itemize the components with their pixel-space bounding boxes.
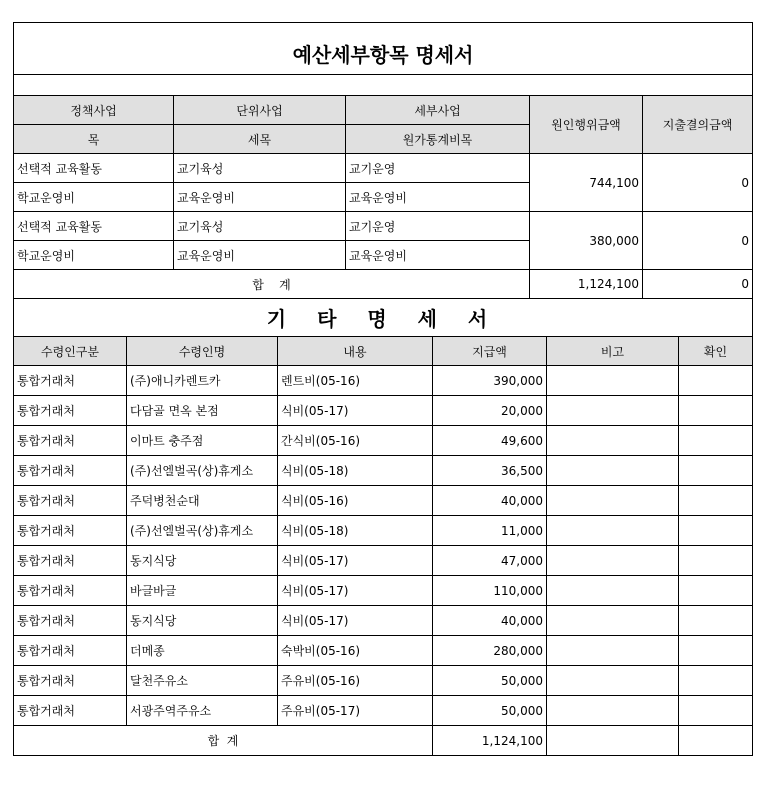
other-total-amount: 1,124,100	[433, 726, 547, 756]
confirm-cell	[679, 486, 753, 516]
other-total-note	[547, 726, 679, 756]
note-cell	[547, 546, 679, 576]
spacer-row	[14, 75, 753, 96]
budget-title: 예산세부항목 명세서	[14, 23, 753, 75]
amount-cell: 110,000	[433, 576, 547, 606]
policy-cell: 선택적 교육활동	[14, 154, 174, 183]
detail-cell: 교기운영	[346, 212, 530, 241]
recipient-cell: 동지식당	[127, 546, 278, 576]
expense-amount-cell: 0	[643, 154, 753, 212]
category-cell: 통합거래처	[14, 606, 127, 636]
other-total-row	[14, 726, 753, 756]
note-cell	[547, 426, 679, 456]
cost-stat-cell: 교육운영비	[346, 241, 530, 270]
category-cell: 통합거래처	[14, 366, 127, 396]
recipient-cell: 서광주역주유소	[127, 696, 278, 726]
header-mok: 목	[14, 125, 174, 154]
recipient-cell: (주)선엘벌곡(상)휴게소	[127, 516, 278, 546]
budget-total-row	[14, 270, 753, 299]
cost-stat-cell: 교육운영비	[346, 183, 530, 212]
content-cell: 식비(05-17)	[278, 396, 433, 426]
recipient-cell: 바글바글	[127, 576, 278, 606]
content-cell: 주유비(05-16)	[278, 666, 433, 696]
confirm-cell	[679, 606, 753, 636]
cause-amount-cell: 744,100	[530, 154, 643, 212]
note-cell	[547, 366, 679, 396]
note-cell	[547, 486, 679, 516]
header-cause-amount: 원인행위금액	[530, 96, 643, 154]
recipient-cell: (주)선엘벌곡(상)휴게소	[127, 456, 278, 486]
content-cell: 주유비(05-17)	[278, 696, 433, 726]
content-cell: 숙박비(05-16)	[278, 636, 433, 666]
semok-cell: 교육운영비	[174, 241, 346, 270]
note-cell	[547, 636, 679, 666]
mok-cell: 학교운영비	[14, 241, 174, 270]
recipient-cell: 동지식당	[127, 606, 278, 636]
category-cell: 통합거래처	[14, 516, 127, 546]
table-row	[14, 576, 753, 606]
content-cell: 간식비(05-16)	[278, 426, 433, 456]
amount-cell: 40,000	[433, 606, 547, 636]
amount-cell: 390,000	[433, 366, 547, 396]
amount-cell: 20,000	[433, 396, 547, 426]
recipient-cell: 주덕병천순대	[127, 486, 278, 516]
content-cell: 식비(05-18)	[278, 516, 433, 546]
note-cell	[547, 396, 679, 426]
detail-cell: 교기운영	[346, 154, 530, 183]
header-policy: 정책사업	[14, 96, 174, 125]
budget-group-row	[14, 154, 753, 183]
table-row	[14, 606, 753, 636]
amount-cell: 40,000	[433, 486, 547, 516]
content-cell: 식비(05-17)	[278, 606, 433, 636]
note-cell	[547, 516, 679, 546]
content-cell: 식비(05-17)	[278, 576, 433, 606]
content-cell: 렌트비(05-16)	[278, 366, 433, 396]
policy-cell: 선택적 교육활동	[14, 212, 174, 241]
mok-cell: 학교운영비	[14, 183, 174, 212]
table-row	[14, 396, 753, 426]
table-row	[14, 366, 753, 396]
category-cell: 통합거래처	[14, 696, 127, 726]
statement-sheet	[13, 22, 752, 756]
budget-total-expense: 0	[643, 270, 753, 299]
other-rows	[14, 366, 753, 726]
table-row	[14, 636, 753, 666]
category-cell: 통합거래처	[14, 576, 127, 606]
expense-amount-cell: 0	[643, 212, 753, 270]
confirm-cell	[679, 516, 753, 546]
confirm-cell	[679, 456, 753, 486]
other-statement-table	[13, 298, 753, 756]
table-row	[14, 426, 753, 456]
budget-group-row	[14, 212, 753, 241]
amount-cell: 280,000	[433, 636, 547, 666]
note-cell	[547, 666, 679, 696]
note-cell	[547, 696, 679, 726]
confirm-cell	[679, 636, 753, 666]
content-cell: 식비(05-18)	[278, 456, 433, 486]
recipient-cell: (주)애니카렌트카	[127, 366, 278, 396]
header-note: 비고	[547, 337, 679, 366]
content-cell: 식비(05-16)	[278, 486, 433, 516]
confirm-cell	[679, 426, 753, 456]
category-cell: 통합거래처	[14, 396, 127, 426]
other-title: 기 타 명 세 서	[14, 299, 753, 337]
confirm-cell	[679, 366, 753, 396]
amount-cell: 11,000	[433, 516, 547, 546]
category-cell: 통합거래처	[14, 426, 127, 456]
table-row	[14, 516, 753, 546]
confirm-cell	[679, 576, 753, 606]
table-row	[14, 546, 753, 576]
recipient-cell: 더메종	[127, 636, 278, 666]
recipient-cell: 달천주유소	[127, 666, 278, 696]
table-row	[14, 486, 753, 516]
other-total-label: 합 계	[14, 726, 433, 756]
header-detail: 세부사업	[346, 96, 530, 125]
recipient-cell: 다담골 면옥 본점	[127, 396, 278, 426]
note-cell	[547, 606, 679, 636]
category-cell: 통합거래처	[14, 486, 127, 516]
table-row	[14, 456, 753, 486]
header-amount: 지급액	[433, 337, 547, 366]
header-category: 수령인구분	[14, 337, 127, 366]
amount-cell: 36,500	[433, 456, 547, 486]
amount-cell: 49,600	[433, 426, 547, 456]
confirm-cell	[679, 696, 753, 726]
confirm-cell	[679, 666, 753, 696]
header-expense-amount: 지출결의금액	[643, 96, 753, 154]
amount-cell: 50,000	[433, 696, 547, 726]
header-semok: 세목	[174, 125, 346, 154]
header-confirm: 확인	[679, 337, 753, 366]
header-recipient: 수령인명	[127, 337, 278, 366]
category-cell: 통합거래처	[14, 456, 127, 486]
category-cell: 통합거래처	[14, 546, 127, 576]
amount-cell: 50,000	[433, 666, 547, 696]
header-cost-stat: 원가통계비목	[346, 125, 530, 154]
cause-amount-cell: 380,000	[530, 212, 643, 270]
header-unit: 단위사업	[174, 96, 346, 125]
other-total-confirm	[679, 726, 753, 756]
budget-total-label: 합 계	[14, 270, 530, 299]
unit-cell: 교기육성	[174, 212, 346, 241]
budget-detail-table	[13, 22, 753, 299]
recipient-cell: 이마트 충주점	[127, 426, 278, 456]
table-row	[14, 696, 753, 726]
category-cell: 통합거래처	[14, 636, 127, 666]
unit-cell: 교기육성	[174, 154, 346, 183]
confirm-cell	[679, 396, 753, 426]
table-row	[14, 666, 753, 696]
amount-cell: 47,000	[433, 546, 547, 576]
note-cell	[547, 576, 679, 606]
budget-total-cause: 1,124,100	[530, 270, 643, 299]
category-cell: 통합거래처	[14, 666, 127, 696]
confirm-cell	[679, 546, 753, 576]
semok-cell: 교육운영비	[174, 183, 346, 212]
header-content: 내용	[278, 337, 433, 366]
content-cell: 식비(05-17)	[278, 546, 433, 576]
note-cell	[547, 456, 679, 486]
